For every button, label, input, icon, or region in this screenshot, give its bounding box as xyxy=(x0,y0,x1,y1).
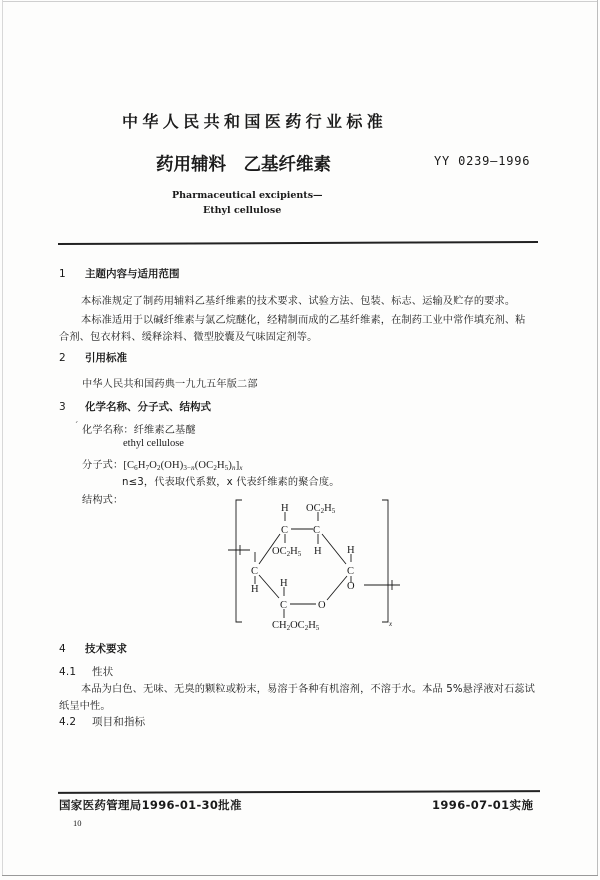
standard-category: 中华人民共和国医药行业标准 xyxy=(122,112,388,131)
section-number: 2 xyxy=(59,352,66,364)
section-3-heading xyxy=(59,399,211,414)
structure-label: 结构式： xyxy=(82,495,124,506)
formula-note-x: x 代表纤维素的聚合度。 xyxy=(226,477,340,488)
section-title: 引用标准 xyxy=(85,352,127,364)
section-4-heading xyxy=(59,641,127,656)
english-title-line-2: Ethyl cellulose xyxy=(203,205,282,216)
approval-info: 国家医药管理局1996-01-30批准 xyxy=(59,798,242,812)
subsection-title: 性状 xyxy=(92,666,114,678)
scan-mark: ˊ xyxy=(74,422,79,432)
atom-h: H xyxy=(281,503,289,514)
atom-c: C xyxy=(280,600,288,611)
subsection-title: 项目和指标 xyxy=(92,716,146,728)
atom-h: H xyxy=(347,545,355,556)
paragraph: 本标准适用于以碱纤维素与氯乙烷醚化，经精制而成的乙基纤维素，在制药工业中常作填充剂、粘 xyxy=(81,315,526,326)
atom-h: H xyxy=(280,578,288,589)
subsection-number: 4.2 xyxy=(59,716,77,728)
header-divider xyxy=(58,241,538,245)
atom-c: C xyxy=(347,566,355,577)
subsection-number: 4.1 xyxy=(59,666,77,678)
molecular-formula-row xyxy=(82,456,243,471)
paragraph-continuation: 合剂、包衣材料、缓释涂料、微型胶囊及气味固定剂等。 xyxy=(59,332,318,343)
footer-divider xyxy=(58,790,540,793)
section-title: 主题内容与适用范围 xyxy=(85,268,180,280)
paragraph: 本标准规定了制药用辅料乙基纤维素的技术要求、试验方法、包装、标志、运输及贮存的要求。 xyxy=(81,296,516,307)
group-ch2oc2h5: CH2OC2H5 xyxy=(272,620,320,632)
chemical-name-label: 化学名称： xyxy=(82,425,134,436)
chemical-name-cn: 纤维素乙基醚 xyxy=(133,425,196,436)
section-number: 3 xyxy=(59,401,66,413)
molecular-formula: $[C_6H_7O_2(OH)_{3-n}(OC_2H_5)_n]_x$ xyxy=(123,460,243,472)
formula-label: 分子式： xyxy=(82,460,124,471)
atom-c: C xyxy=(281,525,289,536)
standard-code: YY 0239—1996 xyxy=(434,154,531,168)
group-oc2h5: OC2H5 xyxy=(306,503,336,515)
atom-o-ring: O xyxy=(318,600,326,611)
structural-formula-diagram xyxy=(222,492,407,632)
paragraph-continuation: 纸呈中性。 xyxy=(59,701,111,712)
ethyl-cellulose-ring-structure xyxy=(222,492,407,632)
atom-c: C xyxy=(313,525,321,536)
repeat-subscript-x: x xyxy=(389,620,393,628)
section-number: 1 xyxy=(59,268,66,280)
atom-o: O xyxy=(347,581,355,592)
implementation-date: 1996-07-01实施 xyxy=(432,798,534,812)
atom-c: C xyxy=(251,566,259,577)
atom-h: H xyxy=(314,546,322,557)
atom-h: H xyxy=(251,584,259,595)
page-edge-top xyxy=(2,1,598,2)
section-title: 技术要求 xyxy=(85,643,127,655)
english-title-line-1: Pharmaceutical excipients— xyxy=(172,190,323,201)
section-1-heading xyxy=(59,266,180,281)
section-2-heading xyxy=(59,350,127,365)
document-title: 药用辅料 乙基纤维素 xyxy=(156,155,331,175)
page-edge-left xyxy=(2,0,3,876)
section-title: 化学名称、分子式、结构式 xyxy=(85,401,211,413)
page-edge-right xyxy=(597,0,598,876)
subsection-4-1-heading xyxy=(59,664,113,679)
subsection-4-2-heading xyxy=(59,714,145,729)
formula-note xyxy=(122,473,340,488)
section-number: 4 xyxy=(59,643,66,655)
chemical-name-en: ethyl cellulose xyxy=(123,438,184,449)
reference-standard: 中华人民共和国药典一九九五年版二部 xyxy=(82,379,258,390)
formula-note-n: n≤3，代表取代系数， xyxy=(122,477,227,488)
page-edge-bottom xyxy=(2,875,598,876)
page-number: 10 xyxy=(73,818,82,828)
chemical-name-row xyxy=(82,421,196,436)
paragraph: 本品为白色、无味、无臭的颗粒或粉末，易溶于各种有机溶剂，不溶于水。本品 5%悬浮液对石蕊试 xyxy=(81,684,536,695)
group-oc2h5: OC2H5 xyxy=(272,546,302,558)
